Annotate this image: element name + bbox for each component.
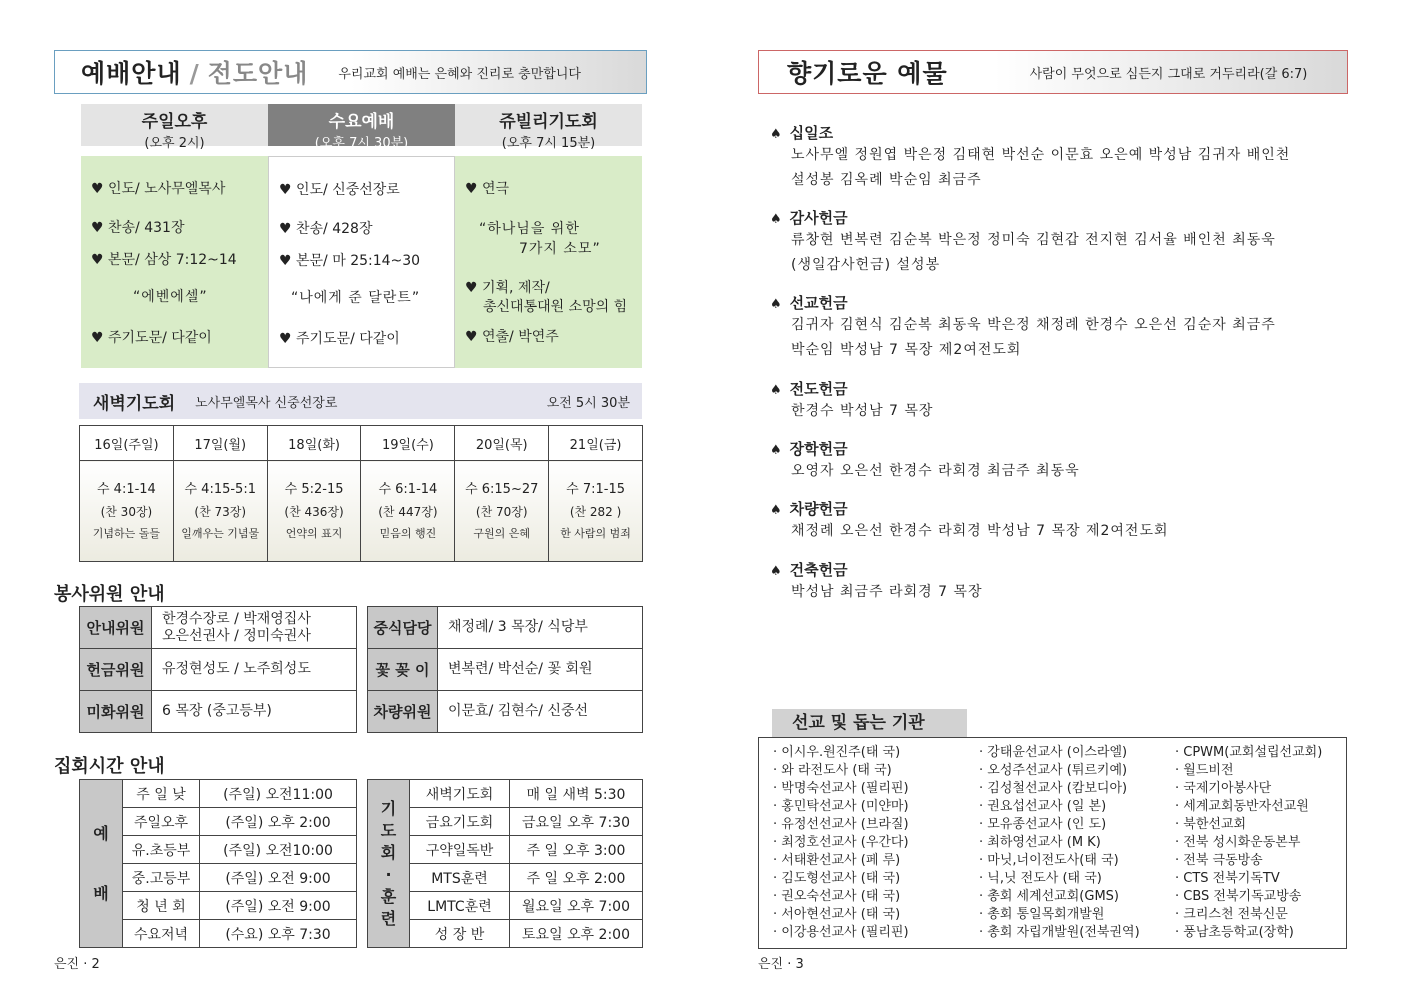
volunteer-label: 중식담당 [368,607,438,649]
day-header: 16일(주일) [80,426,174,461]
list-item: ♥ 인도/ 노사무엘목사 [91,181,226,197]
table-row: 구약일독반 주 일 오후 3:00 [368,836,643,864]
day-cell: 수 4:15-5:1 (찬 73장) 일깨우는 기념물 [173,461,267,562]
list-item: ♥ 찬송/ 431장 [91,220,185,236]
play-title-line1: “하나님을 위한 [479,221,580,237]
volunteer-label: 차량위원 [368,691,438,733]
table-row [80,649,357,691]
volunteer-table-a [79,606,357,733]
spade-icon: ♠ [770,212,782,227]
volunteer-value: 변복련/ 박선순/ 꽃 회원 [438,649,643,691]
list-item: ♥ 찬송/ 428장 [279,221,373,237]
table-row: LMTC훈련 월요일 오후 7:00 [368,892,643,920]
dawn-schedule-table [79,425,643,562]
left-page-header [54,50,647,94]
left-page-subtitle: 우리교회 예배는 은혜와 진리로 충만합니다 [338,66,581,82]
spade-icon: ♠ [770,127,782,142]
day-cell: 수 5:2-15 (찬 436장) 언약의 표지 [267,461,361,562]
spade-icon: ♠ [770,564,782,579]
volunteer-label: 안내위원 [80,607,152,649]
service-box-wednesday [268,156,455,368]
day-cell: 수 6:1-14 (찬 447장) 믿음의 행진 [361,461,455,562]
volunteer-value: 유정현성도 / 노주희성도 [152,649,357,691]
table-row: 수요저녁 (수요) 오후 7:30 [80,920,357,948]
table-row: 예 배 주 일 낮 (주일) 오전11:00 [80,780,357,808]
right-page-number: 은진 · 3 [758,957,804,972]
volunteer-value: 6 목장 (중고등부) [152,691,357,733]
right-page-title: 향기로운 예물 [787,59,948,88]
offering-section: ♠ 감사헌금 류창현 변복련 김순복 박은정 정미숙 김현갑 전지현 김서율 배인천 최동욱 (생일감사헌금) 설성봉 [770,209,1276,273]
left-page-title: 예배안내 / 전도안내 [81,59,309,88]
dawn-prayer-bar: 새벽기도회 노사무엘목사 신중선장로 오전 5시 30분 [79,383,642,419]
day-header: 20일(목) [455,426,549,461]
day-header: 21일(금) [549,426,643,461]
left-page-number: 은진 · 2 [54,957,100,972]
day-header: 17일(월) [173,426,267,461]
service-header-wednesday: 수요예배 (오후 7시 30분) [268,104,455,146]
mission-column-1: · 이시우.원진주(태 국) · 와 라전도사 (태 국) · 박명숙선교사 (필리핀) · 홍민탁선교사 (미얀마) · 유정선선교사 (브라질) · 최정호선교사 (우간다) · 서태환선교사 (페 루) · 김도형선교사 (태 국) · 권오숙선교사 (태 국) · 서아현선교사 (태 국) · 이강용선교사 (필리핀) [773,745,909,940]
right-page-subtitle: 사람이 무엇으로 심든지 그대로 거두리라(갈 6:7) [1029,66,1308,82]
service-box-sunday-afternoon [81,156,268,368]
list-item: ♥ 주기도문/ 다같이 [279,331,400,347]
list-item: ♥ 본문/ 마 25:14~30 [279,253,421,269]
offering-section: ♠ 장학헌금 오영자 오은선 한경수 라회경 최금주 최동욱 [770,440,1080,479]
prayer-group-label: 기 도 회 · 훈 련 [368,780,410,948]
volunteer-label: 헌금위원 [80,649,152,691]
day-header: 19일(수) [361,426,455,461]
spade-icon: ♠ [770,503,782,518]
list-item: ♥ 연극 [465,181,510,197]
table-row: 중.고등부 (주일) 오전 9:00 [80,864,357,892]
table-row: 기 도 회 · 훈 련 새벽기도회 매 일 새벽 5:30 [368,780,643,808]
service-header-jubilee: 쥬빌리기도회 (오후 7시 15분) [455,104,642,146]
volunteer-label: 미화위원 [80,691,152,733]
meeting-section-title: 집회시간 안내 [54,756,165,777]
table-row: 주일오후 (주일) 오후 2:00 [80,808,357,836]
sermon-title: “나에게 준 달란트” [291,290,421,306]
day-cell: 수 7:1-15 (찬 282 ) 한 사람의 범죄 [549,461,643,562]
offering-section: ♠ 십일조 노사무엘 정원엽 박은정 김태현 박선순 이문효 오은예 박성남 김귀자 배인천 설성봉 김옥례 박순임 최금주 [770,124,1291,188]
offering-section: ♠ 건축헌금 박성남 최금주 라회경 7 목장 [770,561,983,600]
table-row [368,649,643,691]
mission-column-2: · 강태윤선교사 (이스라엘) · 오성주선교사 (튀르키예) · 김성철선교사 (캄보디아) · 권요섭선교사 (일 본) · 모유종선교사 (인 도) · 최하영선교사 (M K) · 마닛,너이전도사(태 국) · 닉,닛 전도사 (태 국) · 총회 세계선교회(GMS) · 총회 통일목회개발원 · 총회 자립개발원(전북권역) [979,745,1140,940]
table-row [368,607,643,649]
service-header-sunday-afternoon: 주일오후 (오후 2시) [81,104,268,146]
offering-section: ♠ 선교헌금 김귀자 김현식 김순복 최동욱 박은정 채정례 한경수 오은선 김순자 최금주 박순임 박성남 7 목장 제2여전도회 [770,294,1276,358]
table-row: MTS훈련 주 일 오후 2:00 [368,864,643,892]
table-row: 청 년 회 (주일) 오전 9:00 [80,892,357,920]
volunteer-value: 한경수장로 / 박재영집사 오은선권사 / 정미숙권사 [152,607,357,649]
volunteer-section-title: 봉사위원 안내 [54,584,165,605]
day-cell: 수 6:15~27 (찬 70장) 구원의 은혜 [455,461,549,562]
day-header: 18일(화) [267,426,361,461]
table-row: 금요기도회 금요일 오후 7:30 [368,808,643,836]
day-cell: 수 4:1-14 (찬 30장) 기념하는 돌들 [80,461,174,562]
volunteer-value: 이문효/ 김현수/ 신중선 [438,691,643,733]
worship-times-table [79,779,357,948]
volunteer-label: 꽃 꽂 이 [368,649,438,691]
list-item: ♥ 주기도문/ 다같이 [91,330,212,346]
spade-icon: ♠ [770,297,782,312]
offering-section: ♠ 전도헌금 한경수 박성남 7 목장 [770,380,934,419]
list-item: ♥ 인도/ 신중선장로 [279,182,400,198]
mission-box [758,737,1347,949]
list-item: 총신대통대원 소망의 힘 [483,299,628,315]
list-item: ♥ 본문/ 삼상 7:12~14 [91,252,237,268]
sermon-title: “에벤에셀” [133,289,208,305]
service-box-jubilee [455,156,642,368]
play-title-line2: 7가지 소모” [519,241,601,257]
right-page-header [758,50,1348,94]
prayer-times-table [367,779,643,948]
volunteer-table-b [367,606,643,733]
list-item: ♥ 기획, 제작/ [465,280,550,296]
worship-group-label: 예 배 [80,780,123,948]
spade-icon: ♠ [770,383,782,398]
mission-section-title: 선교 및 돕는 기관 [772,709,967,737]
table-row [368,691,643,733]
mission-column-3: · CPWM(교회설립선교회) · 월드비전 · 국제기아봉사단 · 세계교회동반자선교원 · 북한선교회 · 전북 성시화운동본부 · 전북 극동방송 · CTS 전북기독TV · CBS 전북기독교방송 · 크리스천 전북신문 · 풍남초등학교(장학) [1175,745,1323,940]
table-row [80,607,357,649]
offering-section: ♠ 차량헌금 채정례 오은선 한경수 라회경 박성남 7 목장 제2여전도회 [770,500,1169,539]
table-row [80,691,357,733]
table-row: 유.초등부 (주일) 오전10:00 [80,836,357,864]
spade-icon: ♠ [770,443,782,458]
list-item: ♥ 연출/ 박연주 [465,329,559,345]
table-row: 성 장 반 토요일 오후 2:00 [368,920,643,948]
volunteer-value: 채정례/ 3 목장/ 식당부 [438,607,643,649]
